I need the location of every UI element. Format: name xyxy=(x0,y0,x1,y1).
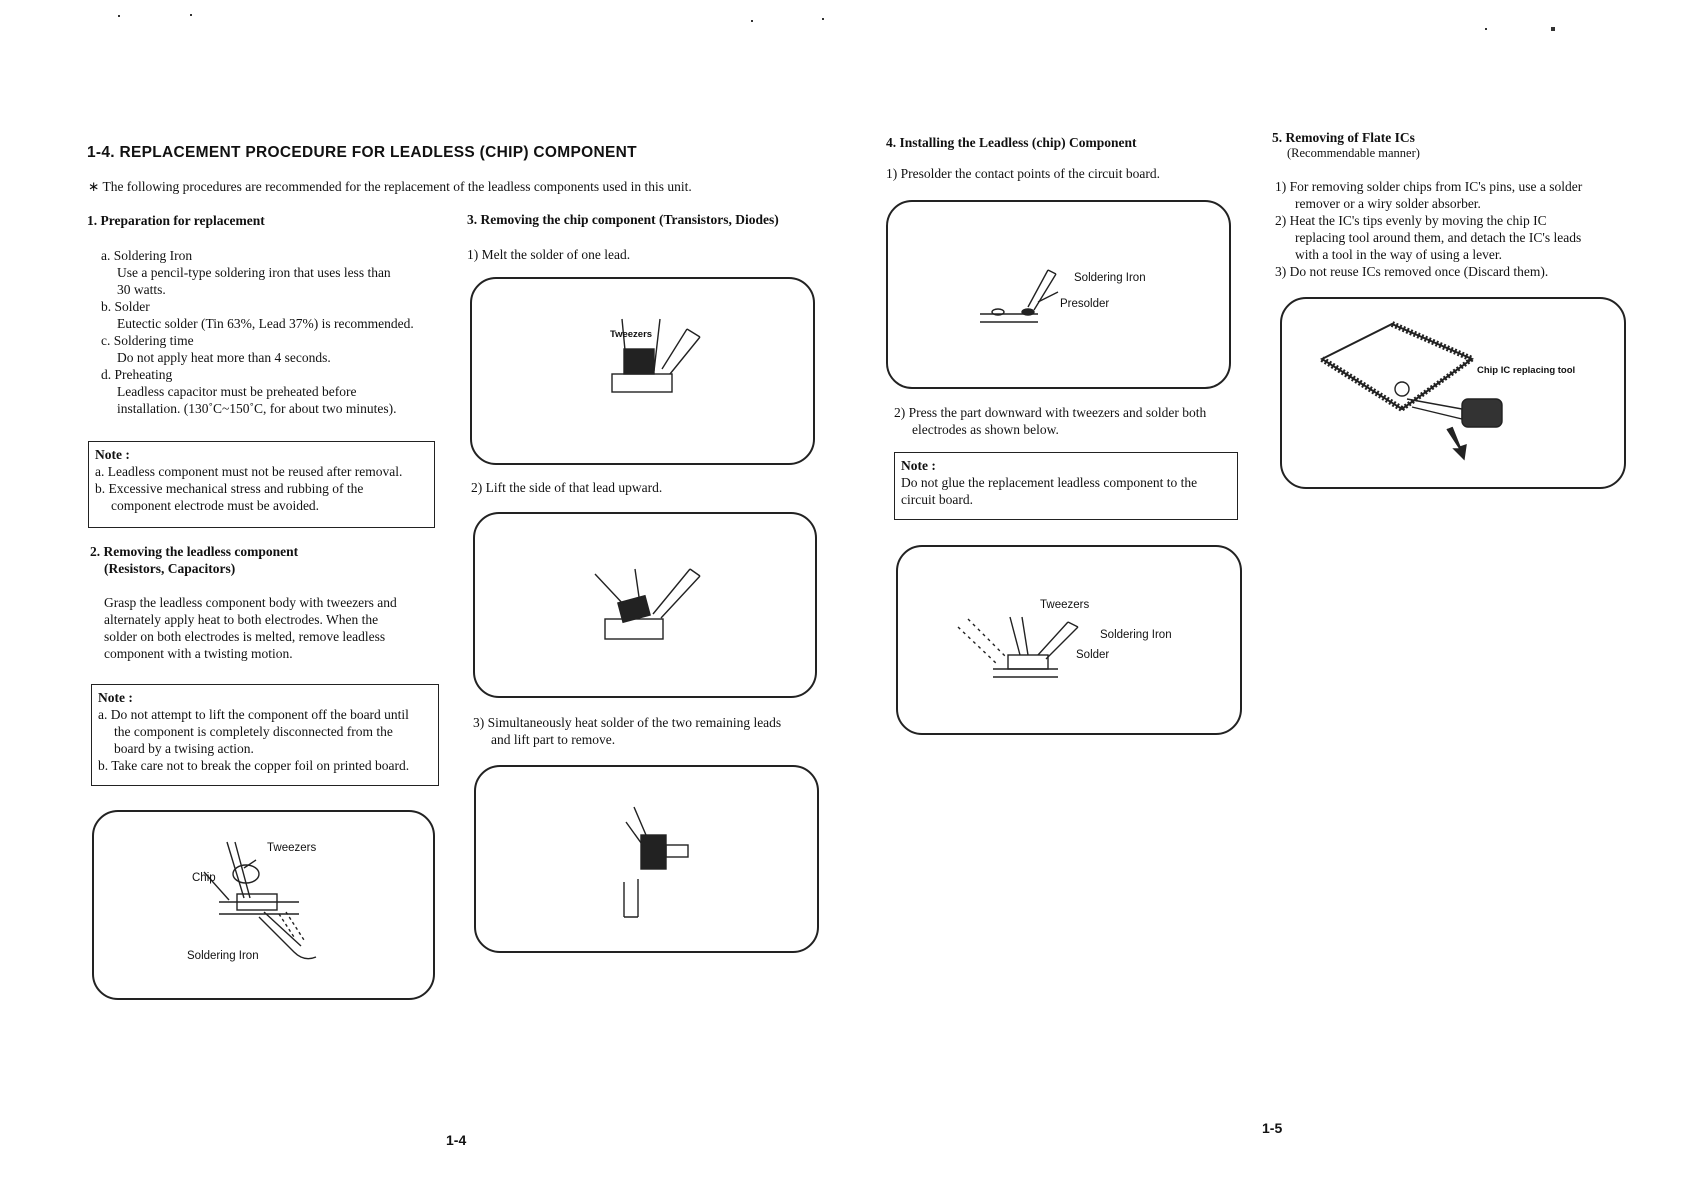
step-line: 3) Do not reuse ICs removed once (Discard them). xyxy=(1275,264,1549,279)
step-line: replacing tool around them, and detach the IC's leads xyxy=(1295,230,1582,245)
label-soldering-iron: Soldering Iron xyxy=(187,950,259,962)
note-box-2 xyxy=(91,684,439,786)
note-line: b. Take care not to break the copper foil on printed board. xyxy=(98,758,410,773)
note-line: b. Excessive mechanical stress and rubbing of the xyxy=(95,481,364,496)
section2-subtitle: (Resistors, Capacitors) xyxy=(104,561,236,576)
intro-text: ∗ The following procedures are recommended for the replacement of the leadless components used in this unit. xyxy=(88,179,692,194)
page-heading: 1-4. REPLACEMENT PROCEDURE FOR LEADLESS (CHIP) COMPONENT xyxy=(87,144,637,161)
label-presolder: Presolder xyxy=(1060,298,1110,310)
section3-step2: 2) Lift the side of that lead upward. xyxy=(471,480,663,495)
note-line: a. Do not attempt to lift the component off the board until xyxy=(98,707,409,722)
page-number-left: 1-4 xyxy=(446,1132,467,1148)
figure-lift-lead xyxy=(473,512,817,698)
prep-item-label: d. Preheating xyxy=(101,367,173,382)
section3-step1: 1) Melt the solder of one lead. xyxy=(467,247,631,262)
figure-presolder xyxy=(886,200,1231,389)
preparation-list xyxy=(101,247,451,417)
prep-item-text: 30 watts. xyxy=(117,282,166,297)
note-line: circuit board. xyxy=(901,492,973,507)
prep-item-text: Leadless capacitor must be preheated before xyxy=(117,384,357,399)
note-line: the component is completely disconnected from the xyxy=(114,724,393,739)
figure-melt-solder xyxy=(470,277,815,465)
figure-flat-ic xyxy=(1280,297,1626,489)
step3-line: and lift part to remove. xyxy=(491,732,616,747)
remove-illustration xyxy=(476,767,821,955)
note-title: Note : xyxy=(98,690,133,705)
section1-title: 1. Preparation for replacement xyxy=(87,213,265,228)
figure-removing-component xyxy=(92,810,435,1000)
label-solder: Solder xyxy=(1076,649,1110,661)
note-line: board by a twising action. xyxy=(114,741,254,756)
removal-illustration xyxy=(94,812,437,1002)
section2-body xyxy=(104,594,434,662)
melt-illustration xyxy=(472,279,817,467)
section4-title: 4. Installing the Leadless (chip) Component xyxy=(886,135,1137,150)
label-chip: Chip xyxy=(192,872,216,884)
figure-remove-part xyxy=(474,765,819,953)
flat-ic-illustration xyxy=(1282,299,1628,491)
prep-item-text: Use a pencil-type soldering iron that uses less than xyxy=(117,265,391,280)
prep-item-label: c. Soldering time xyxy=(101,333,194,348)
label-soldering-iron: Soldering Iron xyxy=(1074,272,1146,284)
scan-speck xyxy=(1551,27,1555,31)
body-line: Grasp the leadless component body with tweezers and xyxy=(104,595,397,610)
install-illustration xyxy=(898,547,1244,737)
presolder-illustration xyxy=(888,202,1233,391)
section5-title: 5. Removing of Flate ICs xyxy=(1272,130,1415,145)
label-tweezers: Tweezers xyxy=(267,842,317,854)
section4-step1: 1) Presolder the contact points of the circuit board. xyxy=(886,166,1161,181)
scan-speck xyxy=(118,15,120,17)
prep-item-text: Eutectic solder (Tin 63%, Lead 37%) is recommended. xyxy=(117,316,414,331)
step2-line: 2) Press the part downward with tweezers and solder both xyxy=(894,405,1207,420)
section3-title: 3. Removing the chip component (Transistors, Diodes) xyxy=(467,212,779,227)
body-line: alternately apply heat to both electrodes. When the xyxy=(104,612,379,627)
note-line: Do not glue the replacement leadless component to the xyxy=(901,475,1198,490)
prep-item-label: a. Soldering Iron xyxy=(101,248,193,263)
step-line: 2) Heat the IC's tips evenly by moving the chip IC xyxy=(1275,213,1547,228)
prep-item-text: Do not apply heat more than 4 seconds. xyxy=(117,350,331,365)
step-line: remover or a wiry solder absorber. xyxy=(1295,196,1481,211)
label-soldering-iron: Soldering Iron xyxy=(1100,629,1172,641)
prep-item-text: installation. (130˚C~150˚C, for about two minutes). xyxy=(117,401,397,416)
lift-illustration xyxy=(475,514,819,700)
label-tweezers: Tweezers xyxy=(1040,599,1090,611)
label-tweezers: Tweezers xyxy=(610,329,653,340)
scan-speck xyxy=(822,18,824,20)
note-line: component electrode must be avoided. xyxy=(111,498,320,513)
scan-speck xyxy=(751,20,753,22)
step-line: with a tool in the way of using a lever. xyxy=(1295,247,1502,262)
note-title: Note : xyxy=(95,447,130,462)
scan-speck xyxy=(1485,28,1487,30)
scan-speck xyxy=(190,14,192,16)
body-line: component with a twisting motion. xyxy=(104,646,293,661)
step2-line: electrodes as shown below. xyxy=(912,422,1059,437)
step3-line: 3) Simultaneously heat solder of the two remaining leads xyxy=(473,715,782,730)
section2-title: 2. Removing the leadless component xyxy=(90,544,299,559)
prep-item-label: b. Solder xyxy=(101,299,150,314)
section3-step3 xyxy=(473,714,813,748)
figure-install-component xyxy=(896,545,1242,735)
note-line: a. Leadless component must not be reused after removal. xyxy=(95,464,403,479)
label-chip-ic-tool: Chip IC replacing tool xyxy=(1477,365,1576,376)
page-number-right: 1-5 xyxy=(1262,1120,1283,1136)
section5-subtitle: (Recommendable manner) xyxy=(1287,146,1420,160)
note-box-3 xyxy=(894,452,1238,520)
note-box-1 xyxy=(88,441,435,528)
body-line: solder on both electrodes is melted, remove leadless xyxy=(104,629,386,644)
note-title: Note : xyxy=(901,458,936,473)
step-line: 1) For removing solder chips from IC's pins, use a solder xyxy=(1275,179,1583,194)
section5-steps xyxy=(1275,178,1615,280)
section4-step2 xyxy=(894,404,1234,438)
